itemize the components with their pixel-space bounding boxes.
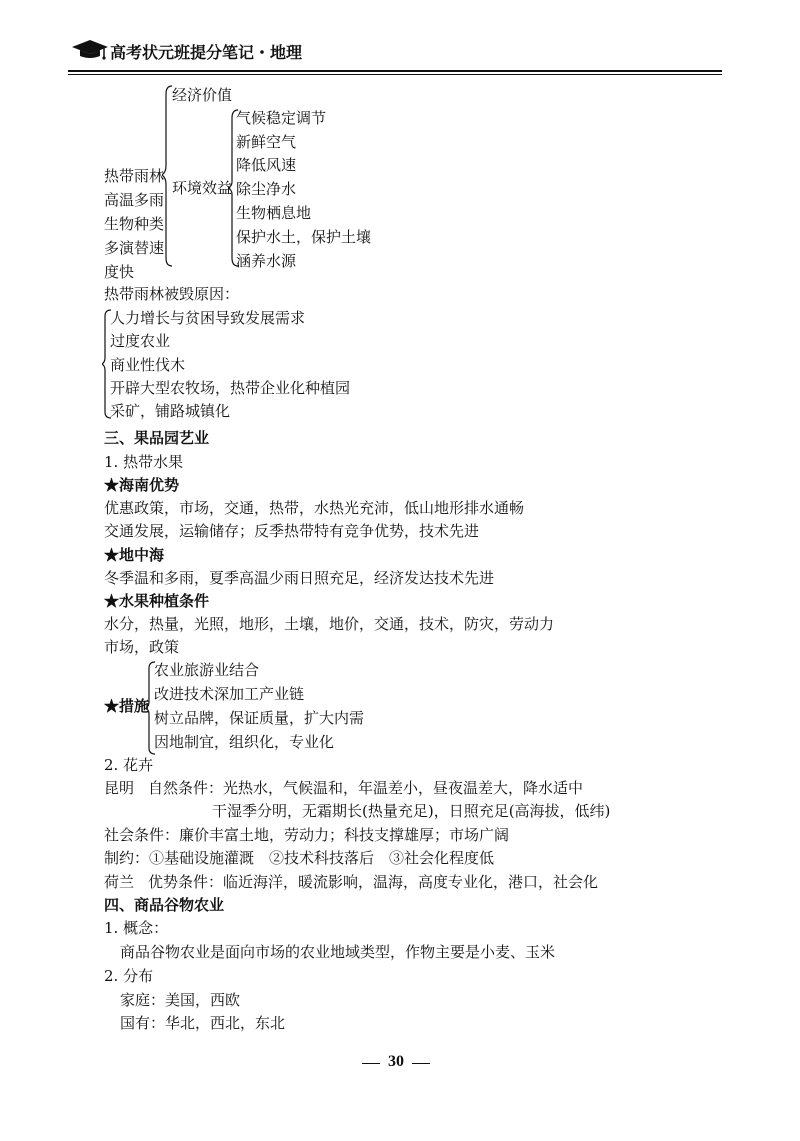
benefit-item: 生物栖息地 [236, 204, 312, 222]
conditions-line: 市场，政策 [104, 638, 180, 656]
kunming-line: 自然条件：光热水，气候温和，年温差小，昼夜温差大，降水适中 [148, 779, 584, 797]
concept-title: 1. 概念： [104, 919, 169, 937]
destruction-cause: 采矿，铺路城镇化 [110, 402, 231, 420]
header-rule-thin [68, 74, 722, 75]
limitations: 制约：①基础设施灌溉 ②技术科技落后 ③社会化程度低 [104, 849, 495, 867]
footer-dash-left [362, 1063, 380, 1064]
destruction-cause: 商业性伐木 [110, 356, 186, 374]
holland-line: 优势条件：临近海洋，暖流影响，温海，高度专业化，港口，社会化 [148, 873, 599, 891]
social-conditions: 社会条件：廉价丰富土地，劳动力；科技支撑雄厚；市场广阔 [104, 826, 510, 844]
destruction-cause: 人力增长与贫困导致发展需求 [110, 309, 306, 327]
destruction-cause: 开辟大型农牧场，热带企业化种植园 [110, 379, 351, 397]
hainan-title: ★海南优势 [104, 476, 180, 494]
benefit-item: 新鲜空气 [236, 133, 297, 151]
benefit-item: 降低风速 [236, 156, 297, 174]
conditions-title: ★水果种植条件 [104, 592, 210, 610]
benefit-item: 涵养水源 [236, 252, 297, 270]
kunming-label: 昆明 [104, 779, 135, 797]
brace-rainforest [162, 84, 174, 268]
hainan-line: 交通发展，运输储存；反季热带特有竞争优势，技术先进 [104, 522, 480, 540]
hainan-line: 优惠政策，市场，交通，热带，水热光充沛，低山地形排水通畅 [104, 499, 525, 517]
measure-item: 树立品牌，保证质量，扩大内需 [154, 709, 365, 727]
concept-text: 商品谷物农业是面向市场的农业地域类型，作物主要是小麦、玉米 [120, 943, 556, 961]
distribution-title: 2. 分布 [104, 967, 154, 985]
measures-label: ★措施 [104, 697, 150, 715]
header-title: 高考状元班提分笔记・地理 [110, 43, 303, 62]
state-line: 国有：华北，西北，东北 [120, 1014, 286, 1032]
family-line: 家庭：美国，西欧 [120, 991, 241, 1009]
subsection-title: 2. 花卉 [104, 756, 154, 774]
footer-dash-right [412, 1063, 430, 1064]
benefit-item: 除尘净水 [236, 180, 297, 198]
rainforest-left-line: 生物种类 [104, 215, 165, 233]
graduation-cap-icon [70, 38, 110, 60]
mediterranean-line: 冬季温和多雨，夏季高温少雨日照充足，经济发达技术先进 [104, 569, 495, 587]
rainforest-left-line: 多演替速 [104, 239, 165, 257]
kunming-line: 干湿季分明，无霜期长(热量充足)，日照充足(高海拔，低纬) [212, 802, 611, 820]
holland-label: 荷兰 [104, 873, 135, 891]
rainforest-left-line: 度快 [104, 263, 135, 281]
environmental-benefit: 环境效益 [172, 179, 233, 197]
measure-item: 农业旅游业结合 [154, 661, 260, 679]
mediterranean-title: ★地中海 [104, 546, 165, 564]
rainforest-left-line: 高温多雨 [104, 191, 165, 209]
benefit-item: 气候稳定调节 [236, 109, 327, 127]
destruction-cause: 过度农业 [110, 332, 171, 350]
section-title: 四、商品谷物农业 [104, 896, 225, 914]
measure-item: 因地制宜，组织化，专业化 [154, 733, 335, 751]
section-title: 三、果品园艺业 [104, 429, 210, 447]
rainforest-left-line: 热带雨林 [104, 167, 165, 185]
subsection-title: 1. 热带水果 [104, 453, 184, 471]
destruction-title: 热带雨林被毁原因： [104, 285, 240, 303]
page-number: 30 [388, 1053, 404, 1070]
header-rule [68, 70, 722, 72]
benefit-item: 保护水土，保护土壤 [236, 228, 372, 246]
measure-item: 改进技术深加工产业链 [154, 685, 305, 703]
conditions-line: 水分，热量，光照，地形，土壤，地价，交通，技术，防灾，劳动力 [104, 615, 555, 633]
economic-value: 经济价值 [172, 86, 233, 104]
